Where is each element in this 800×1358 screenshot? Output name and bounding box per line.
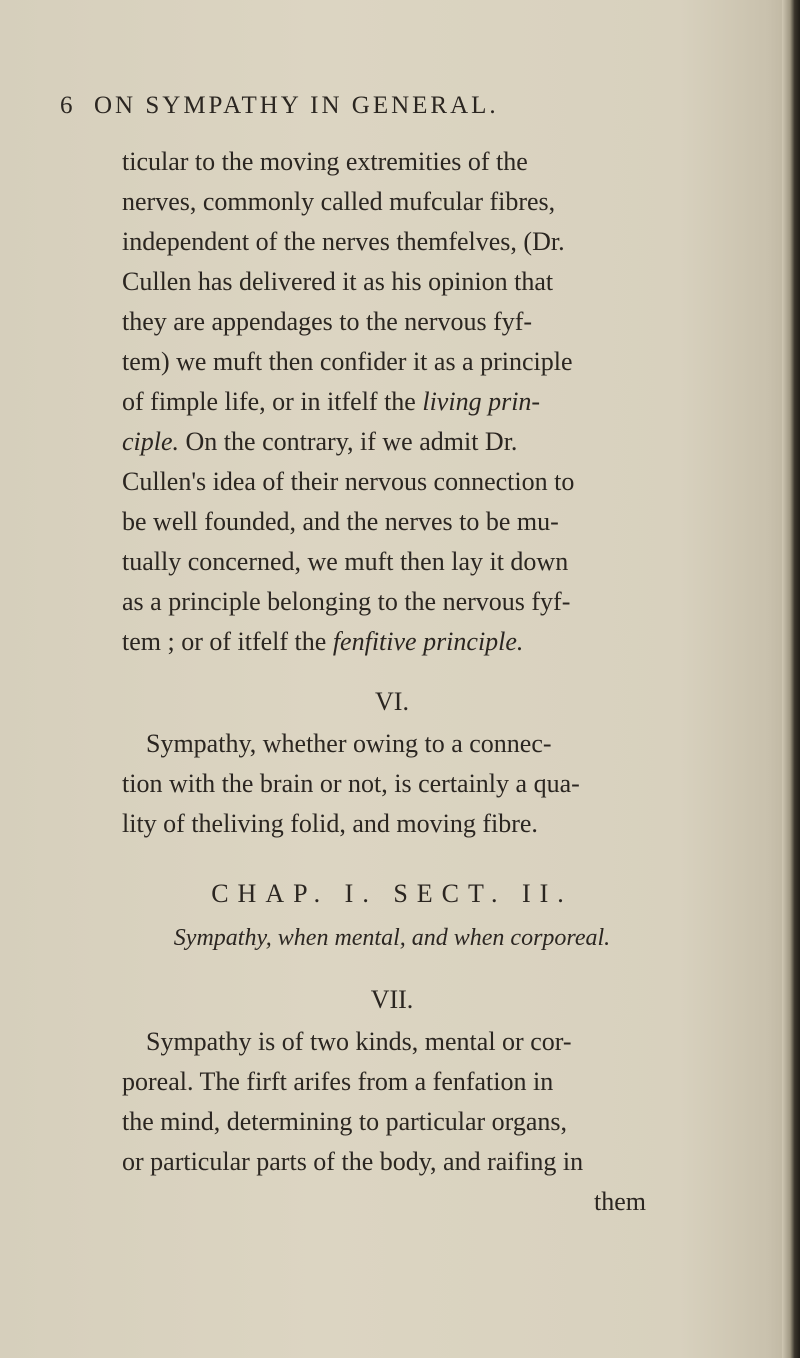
italic-run: living prin- [422,387,541,416]
text-line: lity of theliving folid, and moving fibre. [122,809,538,838]
text-run: On the contrary, if we admit Dr. [179,427,518,456]
text-line: Sympathy is of two kinds, mental or cor- [146,1027,572,1056]
text-line: tion with the brain or not, is certainly a qua- [122,769,580,798]
italic-run: ciple. [122,427,180,456]
section-numeral: VI. [375,687,409,716]
text-line: independent of the nerves themfelves, (Dr. [122,227,565,256]
text-line: ticular to the moving extremities of the [122,147,528,176]
running-header [60,92,680,132]
text-line [122,422,517,462]
text-line: or particular parts of the body, and raifing in [122,1147,584,1176]
text-line: the mind, determining to particular organs, [122,1107,568,1136]
section-numeral: VII. [370,985,414,1014]
text-run: of fimple life, or in itfelf the [122,387,423,416]
text-line: tually concerned, we muft then lay it down [122,547,569,576]
italic-run: fenfitive principle. [332,627,524,656]
text-run: tem ; or of itfelf the [122,627,333,656]
text-line [122,382,540,422]
text-line: Cullen has delivered it as his opinion that [122,267,554,296]
catchword: them [594,1187,646,1216]
text-line: Sympathy, whether owing to a connec- [146,729,552,758]
text-line: be well founded, and the nerves to be mu- [122,507,559,536]
page-edge-shadow [782,0,800,1358]
text-line: nerves, commonly called mufcular fibres, [122,187,556,216]
text-line: they are appendages to the nervous fyf- [122,307,533,336]
chapter-heading: CHAP. I. SECT. II. [211,879,573,908]
text-line: Cullen's idea of their nervous connection to [122,467,575,496]
page-number: 6 [60,92,76,119]
running-title: ON SYMPATHY IN GENERAL. [94,92,499,119]
chapter-subtitle: Sympathy, when mental, and when corporeal. [173,925,611,951]
text-line: as a principle belonging to the nervous fyf- [122,587,571,616]
text-line [122,622,523,662]
text-line: tem) we muft then confider it as a principle [122,347,573,376]
text-line: poreal. The firft arifes from a fenfation in [122,1067,554,1096]
